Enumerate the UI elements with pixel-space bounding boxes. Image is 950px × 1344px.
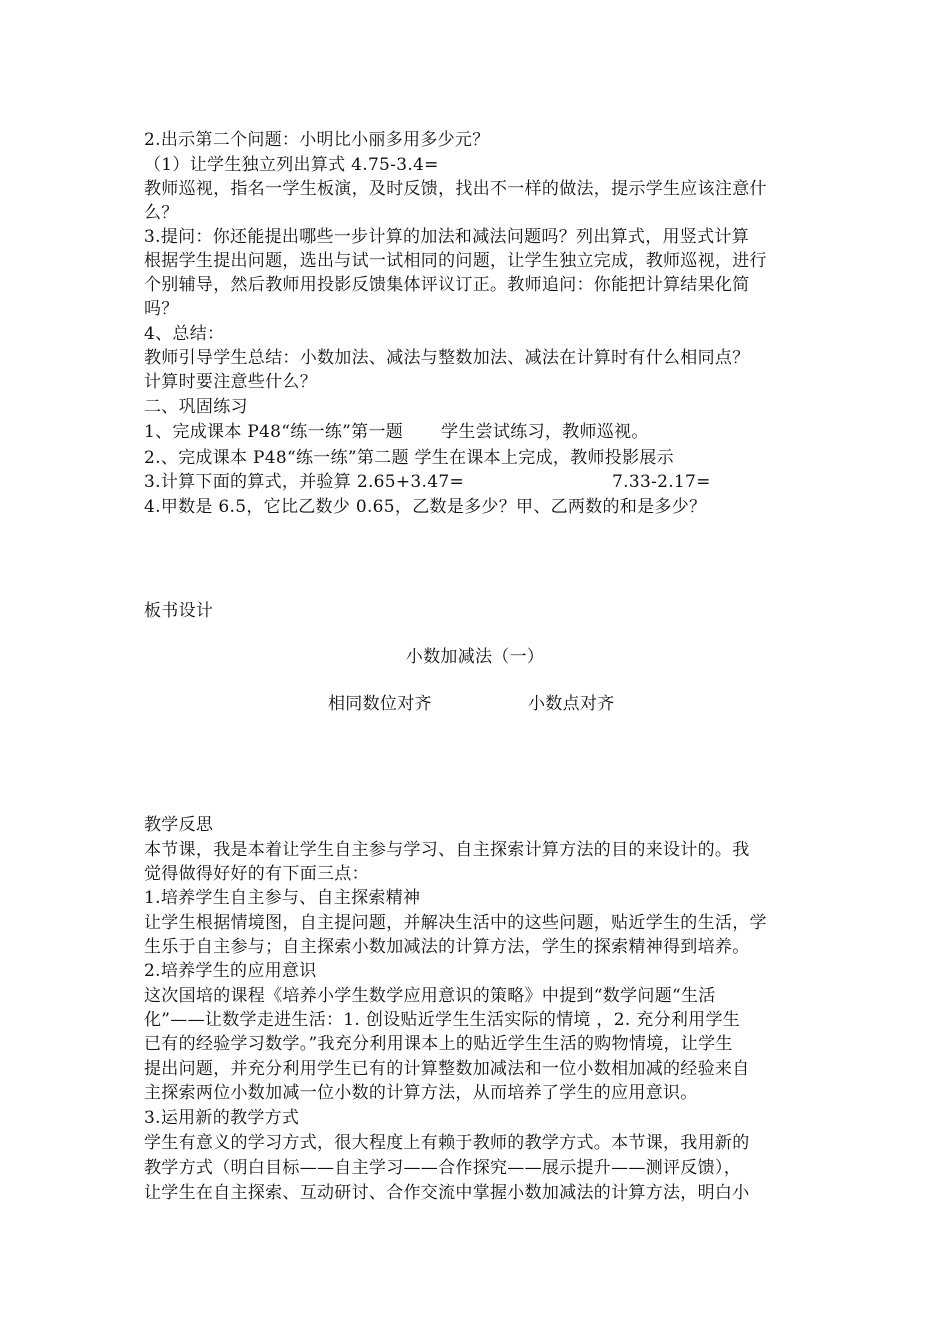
text-line: 根据学生提出问题，选出与试一试相同的问题，让学生独立完成，教师巡视，进行: [144, 251, 767, 271]
text-line: 提出问题，并充分利用学生已有的计算整数加减法和一位小数相加减的经验来自: [144, 1059, 750, 1079]
board-title: 小数加减法（一）: [405, 647, 545, 667]
text-line: 觉得做得好好的有下面三点：: [144, 864, 369, 884]
board-point-left: 相同数位对齐: [328, 694, 432, 714]
exercise-line: [144, 470, 824, 495]
text-line: 教学方式（明白目标——自主学习——合作探究——展示提升——测评反馈），: [144, 1158, 741, 1178]
text-line: 3.提问：你还能提出哪些一步计算的加法和减法问题吗？列出算式，用竖式计算: [144, 227, 750, 247]
exercise-text: 1、完成课本 P48“练一练”第一题: [144, 422, 404, 442]
exercise-note: 学生尝试练习，教师巡视。: [441, 422, 649, 442]
text-line: 4、总结：: [144, 324, 225, 344]
text-line: 学生有意义的学习方式，很大程度上有赖于教师的教学方式。本节课，我用新的: [144, 1133, 750, 1153]
text-line: 3.运用新的教学方式: [144, 1108, 300, 1128]
text-line: 吗？: [144, 299, 179, 319]
section-heading: 二、巩固练习: [144, 397, 248, 417]
board-point-right: 小数点对齐: [528, 694, 615, 714]
text-line: 个别辅导，然后教师用投影反馈集体评议订正。教师追问：你能把计算结果化简: [144, 275, 750, 295]
text-line: 2.出示第二个问题：小明比小丽多用多少元？: [144, 130, 490, 150]
text-line: 这次国培的课程《培养小学生数学应用意识的策略》中提到“数学问题“生活: [144, 986, 716, 1006]
text-line: 1.培养学生自主参与、自主探索精神: [144, 888, 421, 908]
text-line: 已有的经验学习数学。”我充分利用课本上的贴近学生生活的购物情境，让学生: [144, 1034, 733, 1054]
board-heading: 板书设计: [144, 601, 214, 621]
exercise-text: 3.计算下面的算式，并验算 2.65+3.47=: [144, 472, 465, 492]
text-line: 生乐于自主参与；自主探索小数加减法的计算方法，学生的探索精神得到培养。: [144, 937, 750, 957]
exercise-expression: 7.33-2.17=: [612, 472, 711, 492]
exercise-line: 4.甲数是 6.5，它比乙数少 0.65，乙数是多少？甲、乙两数的和是多少？: [144, 497, 707, 517]
text-line: 教师引导学生总结：小数加法、减法与整数加法、减法在计算时有什么相同点？: [144, 348, 750, 368]
exercise-line: [144, 420, 824, 445]
text-line: 让学生根据情境图，自主提问题，并解决生活中的这些问题，贴近学生的生活，学: [144, 913, 767, 933]
text-line: 教师巡视，指名一学生板演，及时反馈，找出不一样的做法，提示学生应该注意什: [144, 179, 767, 199]
text-line: 2.培养学生的应用意识: [144, 961, 317, 981]
text-line: 么？: [144, 203, 179, 223]
text-line: 化”——让数学走进生活：1. 创设贴近学生生活实际的情境 ，2. 充分利用学生: [144, 1010, 741, 1030]
text-line: 本节课，我是本着让学生自主参与学习、自主探索计算方法的目的来设计的。我: [144, 840, 750, 860]
text-line: （1）让学生独立列出算式 4.75-3.4=: [144, 155, 439, 175]
exercise-line: 2.、完成课本 P48“练一练”第二题 学生在课本上完成，教师投影展示: [144, 448, 674, 468]
text-line: 计算时要注意些什么？: [144, 372, 317, 392]
reflection-heading: 教学反思: [144, 815, 214, 835]
text-line: 让学生在自主探索、互动研讨、合作交流中掌握小数加减法的计算方法，明白小: [144, 1183, 750, 1203]
text-line: 主探索两位小数加减一位小数的计算方法，从而培养了学生的应用意识。: [144, 1083, 698, 1103]
